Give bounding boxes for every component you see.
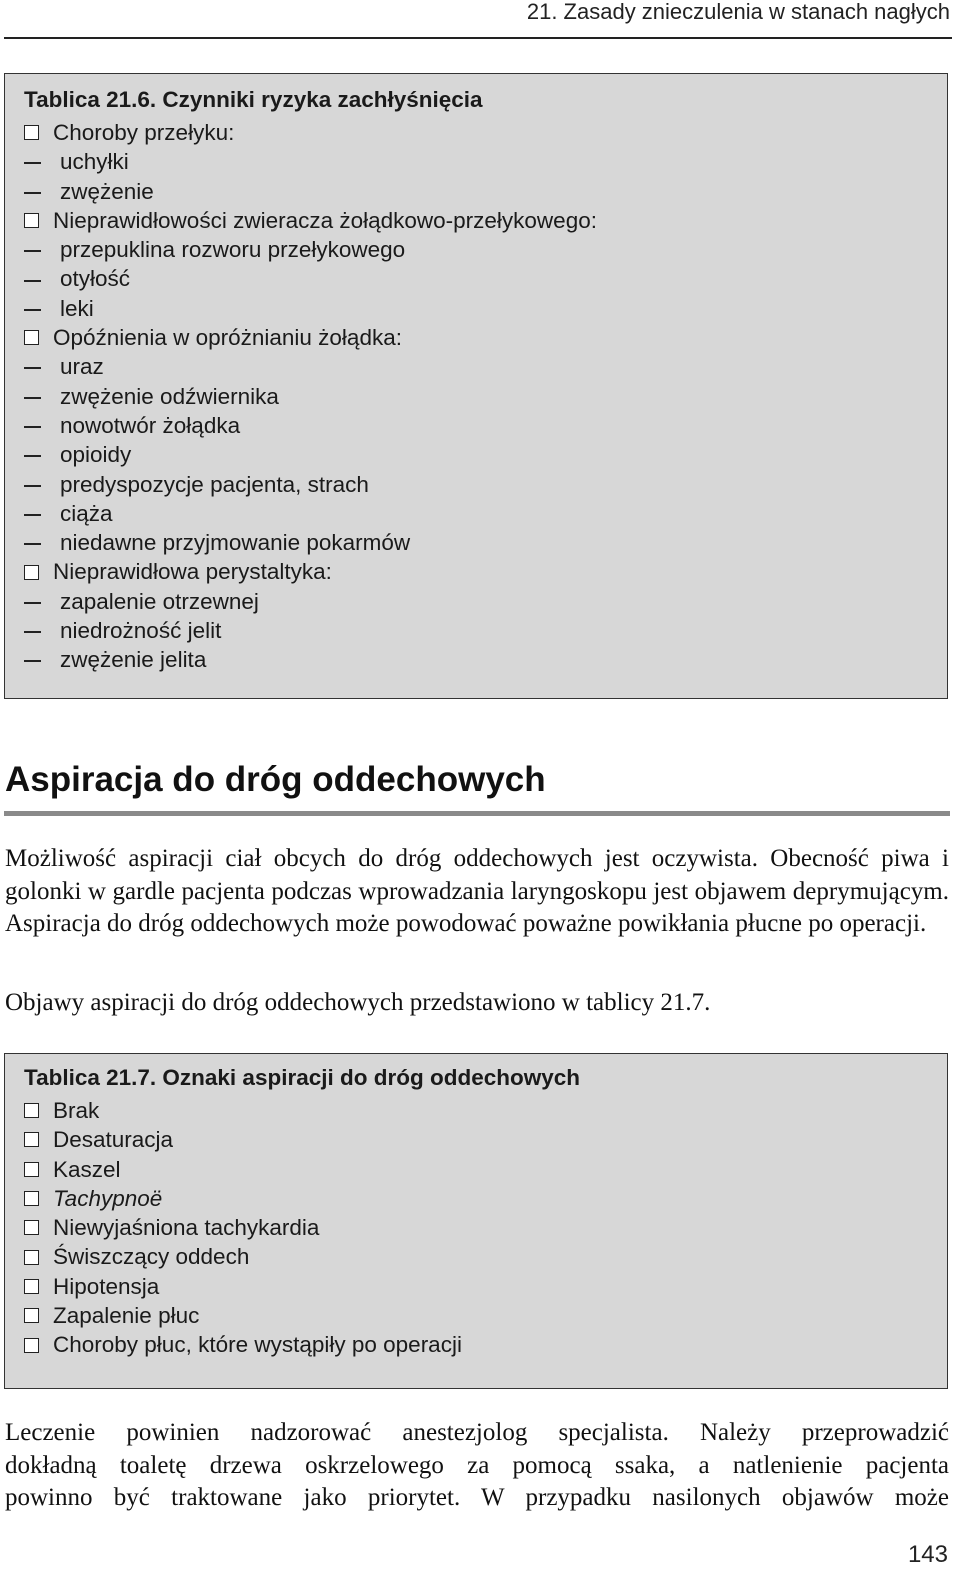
paragraph-aspiration-intro: Możliwość aspiracji ciał obcych do dróg oddechowych jest oczywista. Obecność piwa i golonki w gardle pacjenta podczas wprowadzania laryngoskopu jest objawem deprymującym. Aspiracja do dróg oddechowych może powodować poważne powikłania płucne po operacji. (5, 845, 949, 937)
paragraph-table-reference: Objawy aspiracji do dróg oddechowych przedstawiono w tablicy 21.7. (5, 989, 711, 1016)
list-item-subitem (24, 645, 947, 674)
list-item-category (24, 206, 947, 235)
paragraph-treatment (5, 1417, 949, 1515)
table-21-6-title: Tablica 21.6. Czynniki ryzyka zachłyśnięcia (24, 87, 483, 112)
list-item-sign (24, 1125, 947, 1154)
checkbox-square-icon (24, 565, 39, 580)
checkbox-square-icon (24, 1338, 39, 1353)
dash-icon (24, 587, 42, 616)
paragraph-treatment-line: dokładną toaletę drzewa oskrzelowego za pomocą ssaka, a natlenienie pacjenta (5, 1451, 949, 1479)
checkbox-square-icon (24, 1220, 39, 1235)
list-item-text: niedawne przyjmowanie pokarmów (60, 530, 411, 556)
list-item-category (24, 557, 947, 586)
list-item-text: uchyłki (60, 149, 129, 175)
list-item-subitem (24, 177, 947, 206)
list-item-subitem (24, 235, 947, 264)
checkbox-square-icon (24, 1132, 39, 1147)
list-item-text: otyłość (60, 266, 131, 292)
list-item-text: leki (60, 295, 94, 321)
checkbox-square-icon (24, 1103, 39, 1118)
list-item-text: Niewyjaśniona tachykardia (53, 1215, 320, 1241)
dash-icon (24, 177, 42, 206)
dash-icon (24, 411, 42, 440)
list-item-subitem (24, 616, 947, 645)
list-item-sign (24, 1330, 947, 1359)
header-rule (4, 37, 952, 39)
dash-icon (24, 645, 42, 674)
running-head: 21. Zasady znieczulenia w stanach nagłych (526, 0, 950, 24)
list-item-text: zwężenie odźwiernika (60, 383, 279, 409)
table-21-6 (4, 73, 948, 699)
dash-icon (24, 528, 42, 557)
dash-icon (24, 352, 42, 381)
dash-icon (24, 294, 42, 323)
checkbox-square-icon (24, 1162, 39, 1177)
list-item-sign (24, 1301, 947, 1330)
list-item-subitem (24, 382, 947, 411)
list-item-text: Desaturacja (53, 1127, 174, 1153)
checkbox-square-icon (24, 330, 39, 345)
table-21-7-title: Tablica 21.7. Oznaki aspiracji do dróg oddechowych (24, 1065, 580, 1090)
list-item-text: niedrożność jelit (60, 618, 222, 644)
list-item-subitem (24, 294, 947, 323)
checkbox-square-icon (24, 1191, 39, 1206)
list-item-sign (24, 1213, 947, 1242)
checkbox-square-icon (24, 125, 39, 140)
list-item-subitem (24, 264, 947, 293)
list-item-category (24, 118, 947, 147)
list-item-sign (24, 1096, 947, 1125)
list-item-subitem (24, 587, 947, 616)
list-item-text: zapalenie otrzewnej (60, 588, 259, 614)
dash-icon (24, 470, 42, 499)
list-item-sign (24, 1242, 947, 1271)
list-item-text: opioidy (60, 442, 132, 468)
dash-icon (24, 382, 42, 411)
section-rule (4, 811, 950, 816)
list-item-text: predyspozycje pacjenta, strach (60, 471, 369, 497)
list-item-sign (24, 1155, 947, 1184)
list-item-text: Świszczący oddech (53, 1244, 250, 1270)
table-21-7 (4, 1053, 948, 1389)
list-item-text: przepuklina rozworu przełykowego (60, 237, 406, 263)
list-item-subitem (24, 499, 947, 528)
dash-icon (24, 235, 42, 264)
paragraph-treatment-line: powinno być traktowane jako priorytet. W przypadku nasilonych objawów może (5, 1484, 949, 1511)
list-item-text: Nieprawidłowości zwieracza żołądkowo-przełykowego: (53, 207, 597, 233)
list-item-subitem (24, 411, 947, 440)
list-item-text: ciąża (60, 500, 113, 526)
list-item-subitem (24, 352, 947, 381)
list-item-text: Kaszel (53, 1156, 121, 1182)
list-item-sign (24, 1184, 947, 1213)
list-item-text: nowotwór żołądka (60, 412, 241, 438)
dash-icon (24, 264, 42, 293)
dash-icon (24, 499, 42, 528)
list-item-text: Hipotensja (53, 1273, 160, 1299)
list-item-subitem (24, 147, 947, 176)
dash-icon (24, 440, 42, 469)
list-item-sign (24, 1272, 947, 1301)
list-item-subitem (24, 528, 947, 557)
list-item-text: Opóźnienia w opróżnianiu żołądka: (53, 325, 402, 351)
checkbox-square-icon (24, 1279, 39, 1294)
list-item-text: zwężenie (60, 178, 154, 204)
table-21-6-list (24, 118, 947, 675)
checkbox-square-icon (24, 1250, 39, 1265)
list-item-text: Choroby płuc, które wystąpiły po operacji (53, 1332, 462, 1358)
list-item-subitem (24, 470, 947, 499)
list-item-subitem (24, 440, 947, 469)
table-21-7-list (24, 1096, 947, 1360)
checkbox-square-icon (24, 213, 39, 228)
list-item-text: zwężenie jelita (60, 647, 207, 673)
section-heading: Aspiracja do dróg oddechowych (5, 760, 546, 799)
list-item-text: Tachypnoë (53, 1185, 163, 1211)
paragraph-treatment-line: Leczenie powinien nadzorować anestezjolog specjalista. Należy przeprowadzić (5, 1419, 949, 1446)
checkbox-square-icon (24, 1308, 39, 1323)
list-item-category (24, 323, 947, 352)
dash-icon (24, 147, 42, 176)
list-item-text: Brak (53, 1098, 100, 1123)
dash-icon (24, 616, 42, 645)
page-number: 143 (907, 1541, 948, 1568)
list-item-text: Nieprawidłowa perystaltyka: (53, 559, 332, 585)
list-item-text: Choroby przełyku: (53, 120, 235, 145)
list-item-text: uraz (60, 354, 104, 380)
list-item-text: Zapalenie płuc (53, 1303, 200, 1329)
